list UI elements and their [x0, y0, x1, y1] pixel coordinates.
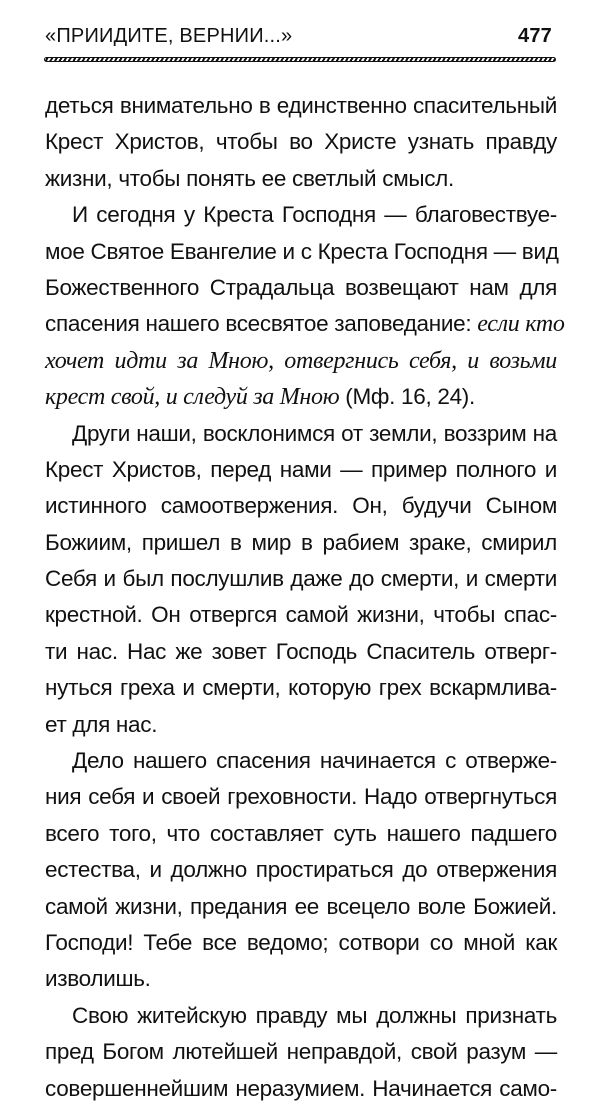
text-line: ния себя и своей греховности. Надо отвергнуться [45, 784, 557, 810]
text-line: Себя и был послушлив даже до смерти, и смерти [45, 566, 557, 592]
scripture-quote: хочет идти за Мною, отвергнись себя, и возьми [45, 347, 557, 374]
text-line: Божественного Страдальца возвещают нам для [45, 274, 557, 300]
text-line: Крест Христов, чтобы во Христе узнать правду [45, 129, 557, 155]
paragraph [45, 197, 565, 415]
text-line: Дело нашего спасения начинается с отверже- [72, 748, 557, 774]
paragraph [45, 998, 557, 1107]
body-text [45, 88, 565, 1107]
text-line: естества, и должно простираться до отвержения [45, 857, 557, 883]
text-line: нуться греха и смерти, которую грех вскармлива- [45, 675, 557, 701]
text-line: Крест Христов, перед нами — пример полного и [45, 456, 557, 482]
text-line: жизни, чтобы понять ее светлый смысл. [45, 165, 454, 191]
text-run: спасения нашего всесвятое заповедание: [45, 311, 478, 337]
text-line: ет для нас. [45, 711, 158, 737]
text-line: самой жизни, предания ее всецело воле Божией. [45, 893, 557, 919]
scripture-reference: (Мф. 16, 24). [339, 384, 475, 410]
running-title: «ПРИИДИТЕ, ВЕРНИИ...» [45, 25, 293, 47]
text-line: Свою житейскую правду мы должны признать [72, 1002, 557, 1028]
text-line: всего того, что составляет суть нашего падшего [45, 820, 557, 846]
text-line: Господи! Тебе все ведомо; сотвори со мной как [45, 929, 557, 955]
text-line: Други наши, восклонимся от земли, воззрим на [72, 420, 557, 446]
text-line: изволишь. [45, 966, 151, 992]
paragraph [45, 743, 557, 998]
scripture-quote: если кто [477, 311, 565, 338]
text-line: истинного самоотвержения. Он, будучи Сыном [45, 493, 557, 519]
text-line: крестной. Он отвергся самой жизни, чтобы спас- [45, 602, 557, 628]
paragraph [45, 416, 557, 744]
text-line: мое Святое Евангелие и с Креста Господня — вид [45, 238, 559, 264]
page-number: 477 [518, 25, 552, 47]
text-line: ти нас. Нас же зовет Господь Спаситель отверг- [45, 638, 557, 664]
text-line: И сегодня у Креста Господня — благовествуе- [72, 202, 557, 228]
text-line: совершеннейшим неразумием. Начинается само- [45, 1075, 557, 1101]
rope-divider [44, 57, 556, 62]
text-line [45, 306, 565, 342]
running-head [45, 22, 556, 52]
text-line [45, 343, 557, 379]
text-line: деться внимательно в единственно спасительный [45, 93, 557, 118]
text-line: Божиим, пришел в мир в рабием зраке, смирил [45, 529, 557, 555]
text-line: пред Богом лютейшей неправдой, свой разум — [45, 1039, 557, 1065]
text-line [45, 379, 557, 415]
scripture-quote: крест свой, и следуй за Мною [45, 384, 340, 411]
paragraph [45, 88, 557, 197]
